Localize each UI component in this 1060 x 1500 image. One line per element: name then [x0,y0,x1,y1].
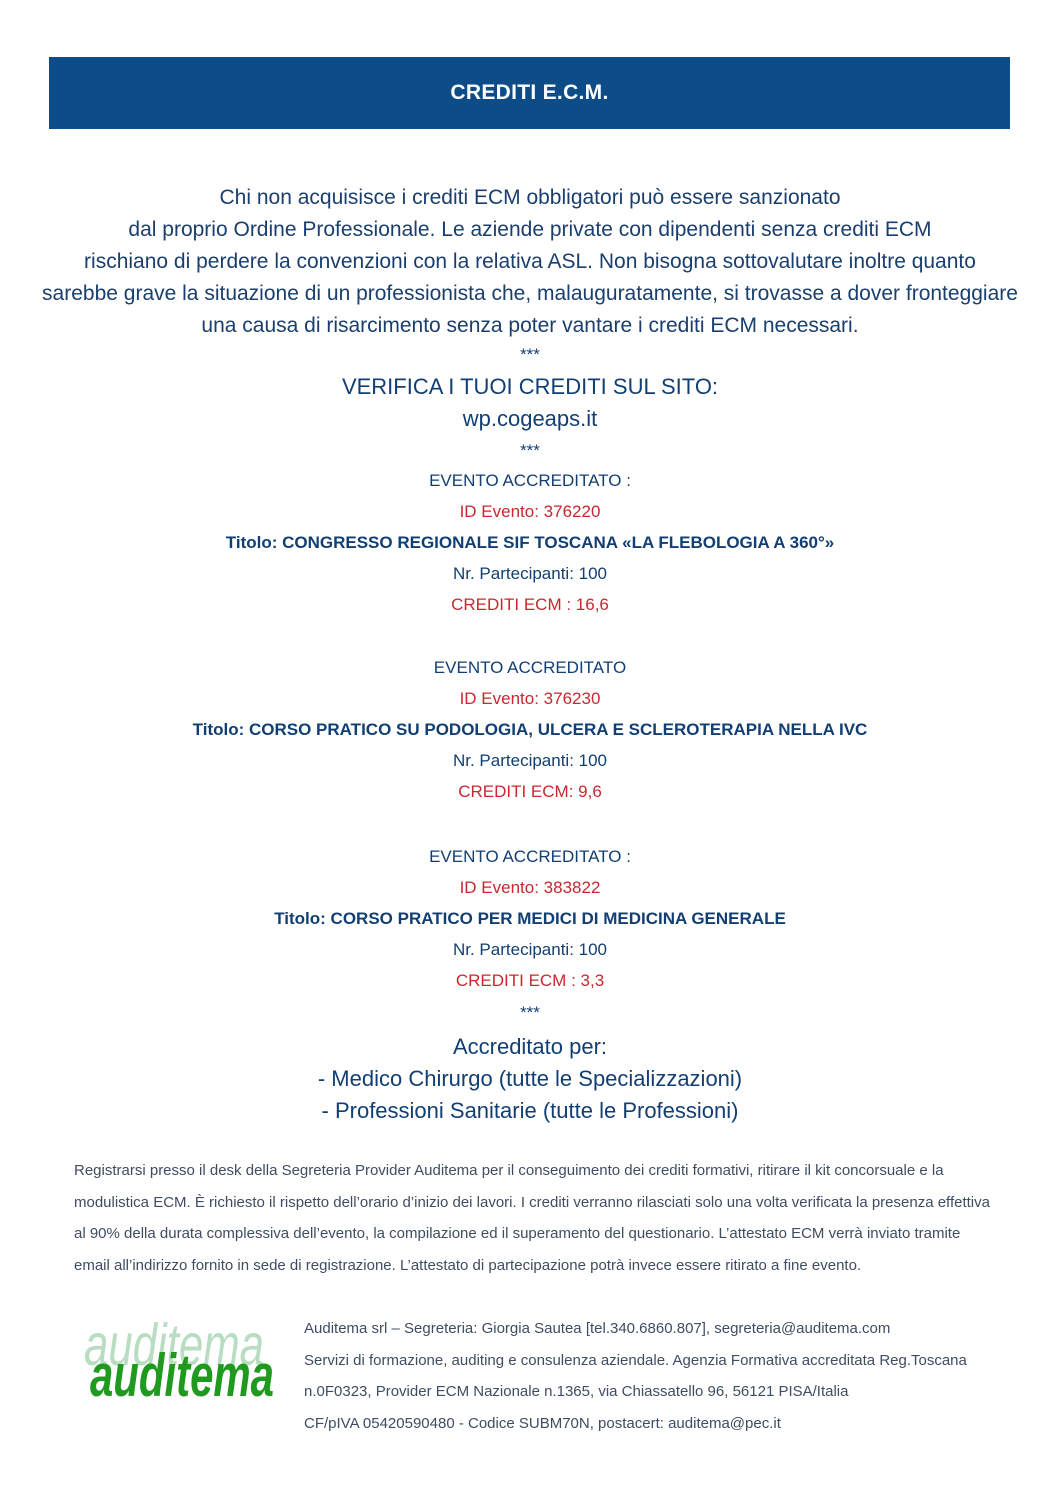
footer-contact [304,1313,1004,1439]
intro-line: sarebbe grave la situazione di un professionista che, malauguratamente, si trovasse a dover fronteggiare [42,282,1018,305]
header-bar [49,57,1010,129]
event-label: EVENTO ACCREDITATO : [429,471,631,490]
footer-line: n.0F0323, Provider ECM Nazionale n.1365, via Chiassatello 96, 56121 PISA/Italia [304,1383,849,1400]
logo-text: auditema [90,1342,274,1409]
notice-line: al 90% della durata complessiva dell’evento, la compilazione ed il superamento del questionario. L’attestato ECM verrà inviato tramite [74,1225,961,1242]
separator: *** [520,1003,540,1022]
registration-notice [74,1155,1004,1281]
event-title: Titolo: CORSO PRATICO SU PODOLOGIA, ULCERA E SCLEROTERAPIA NELLA IVC [192,720,868,739]
notice-line: Registrarsi presso il desk della Segreteria Provider Auditema per il conseguimento dei crediti formativi, ritirare il kit concorsuale e la [74,1162,944,1179]
intro-line: una causa di risarcimento senza poter vantare i crediti ECM necessari. [201,314,859,337]
intro-line: dal proprio Ordine Professionale. Le aziende private con dipendenti senza crediti ECM [128,218,932,241]
auditema-logo-graphic [76,1308,286,1418]
event-label: EVENTO ACCREDITATO [433,658,627,677]
intro-line: Chi non acquisisce i crediti ECM obbligatori può essere sanzionato [219,186,841,209]
event-block [40,652,1020,807]
accredited-item: - Professioni Sanitarie (tutte le Professioni) [321,1098,739,1123]
event-credits: CREDITI ECM : 3,3 [455,971,605,990]
event-id: ID Evento: 376220 [459,502,601,521]
verify-text: VERIFICA I TUOI CREDITI SUL SITO: [341,374,719,399]
intro-line: rischiano di perdere la convenzioni con la relativa ASL. Non bisogna sottovalutare inoltre quanto [84,250,976,273]
event-participants: Nr. Partecipanti: 100 [452,564,608,583]
footer-line: Auditema srl – Segreteria: Giorgia Sautea [tel.340.6860.807], segreteria@auditema.com [304,1320,891,1337]
event-id: ID Evento: 383822 [459,878,601,897]
event-participants: Nr. Partecipanti: 100 [452,751,608,770]
event-label: EVENTO ACCREDITATO : [429,847,631,866]
event-participants: Nr. Partecipanti: 100 [452,940,608,959]
event-block [40,465,1020,620]
page-title: CREDITI E.C.M. [450,81,609,104]
event-credits: CREDITI ECM: 9,6 [458,782,602,801]
event-title: Titolo: CORSO PRATICO PER MEDICI DI MEDICINA GENERALE [274,909,786,928]
intro-paragraph [40,182,1020,342]
accredited-heading: Accreditato per: [452,1034,608,1059]
separator: *** [520,345,540,364]
notice-line: modulistica ECM. È richiesto il rispetto dell’orario d’inizio dei lavori. I crediti verranno rilasciati solo una volta verificata la presenza effettiva [74,1193,990,1211]
verify-site-link[interactable]: wp.cogeaps.it [462,406,598,431]
event-credits: CREDITI ECM : 16,6 [451,595,609,614]
accredited-item: - Medico Chirurgo (tutte le Specializzazioni) [317,1066,743,1091]
verify-section [40,345,1020,461]
footer-line: Servizi di formazione, auditing e consulenza aziendale. Agenzia Formativa accreditata Reg.Toscana [304,1351,967,1369]
auditema-logo [76,1308,286,1418]
event-block [40,841,1020,996]
separator: *** [520,441,540,460]
footer-line: CF/pIVA 05420590480 - Codice SUBM70N, postacert: auditema@pec.it [304,1414,781,1432]
event-title: Titolo: CONGRESSO REGIONALE SIF TOSCANA «LA FLEBOLOGIA A 360°» [225,533,835,552]
event-id: ID Evento: 376230 [459,689,601,708]
logo-shadow-text: auditema [84,1312,264,1379]
accredited-section [40,1003,1020,1127]
notice-line: email all’indirizzo fornito in sede di registrazione. L’attestato di partecipazione potrà invece essere ritirato a fine evento. [74,1256,862,1274]
